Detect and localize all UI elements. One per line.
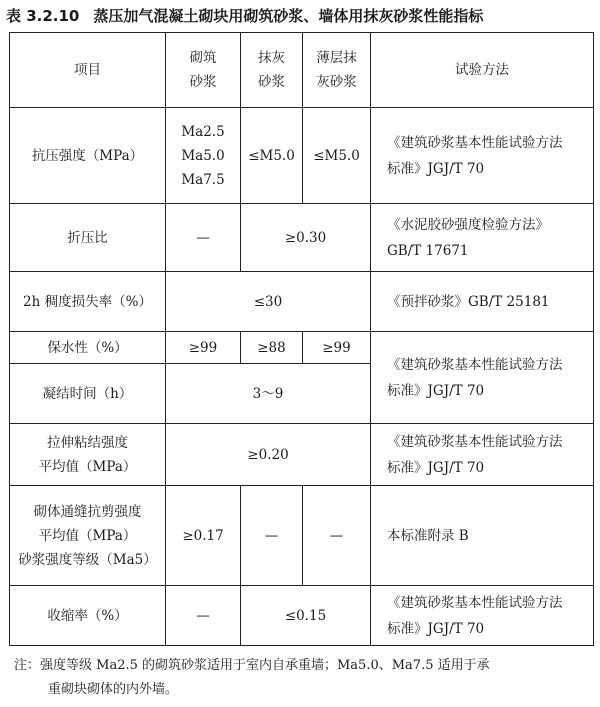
- compressive-thin-plaster: ≤M5.0: [303, 108, 371, 204]
- shear-plaster: —: [241, 486, 303, 586]
- table-caption: 蒸压加气混凝土砌块用砌筑砂浆、墙体用抹灰砂浆性能指标: [93, 7, 484, 25]
- header-thin-plaster-mortar: 薄层抹 灰砂浆: [303, 33, 371, 108]
- table-row-compressive: [10, 108, 594, 204]
- setting-value: 3～9: [166, 364, 371, 424]
- bond-value: ≥0.20: [166, 424, 371, 486]
- note-line-2: 重砌块砌体的内外墙。: [48, 682, 179, 697]
- ratio-masonry: —: [166, 204, 241, 272]
- table-row-water-retention: [10, 332, 594, 364]
- table-row-ratio: [10, 204, 594, 272]
- water-retention-plaster: ≥88: [241, 332, 303, 364]
- shrinkage-plaster-thin: ≤0.15: [241, 586, 371, 646]
- item-bond: 拉伸粘结强度 平均值（MPa）: [10, 424, 166, 486]
- shear-thin-plaster: —: [303, 486, 371, 586]
- performance-table: [9, 32, 594, 646]
- compressive-masonry: Ma2.5 Ma5.0 Ma7.5: [166, 108, 241, 204]
- item-ratio: 折压比: [10, 204, 166, 272]
- shear-method: 本标准附录 B: [371, 486, 594, 586]
- bond-method: 《建筑砂浆基本性能试验方法 标准》JGJ/T 70: [371, 424, 594, 486]
- consistency-value: ≤30: [166, 272, 371, 332]
- item-compressive: 抗压强度（MPa）: [10, 108, 166, 204]
- note-line-1: 注：强度等级 Ma2.5 的砌筑砂浆适用于室内自承重墙；Ma5.0、Ma7.5 适用于承: [14, 658, 490, 673]
- item-water-retention: 保水性（%）: [10, 332, 166, 364]
- water-retention-masonry: ≥99: [166, 332, 241, 364]
- shrinkage-masonry: —: [166, 586, 241, 646]
- table-note: [14, 654, 596, 702]
- compressive-plaster: ≤M5.0: [241, 108, 303, 204]
- item-consistency: 2h 稠度损失率（%）: [10, 272, 166, 332]
- ratio-method: 《水泥胶砂强度检验方法》 GB/T 17671: [371, 204, 594, 272]
- compressive-method: 《建筑砂浆基本性能试验方法 标准》JGJ/T 70: [371, 108, 594, 204]
- shear-masonry: ≥0.17: [166, 486, 241, 586]
- water-retention-thin-plaster: ≥99: [303, 332, 371, 364]
- retention-setting-method: 《建筑砂浆基本性能试验方法 标准》JGJ/T 70: [371, 332, 594, 424]
- item-setting: 凝结时间（h）: [10, 364, 166, 424]
- header-test-method: 试验方法: [371, 33, 594, 108]
- table-row-shear: [10, 486, 594, 586]
- table-row-consistency: [10, 272, 594, 332]
- table-title: [6, 4, 596, 28]
- table-row-bond: [10, 424, 594, 486]
- table-number: 表 3.2.10: [6, 7, 80, 25]
- item-shrinkage: 收缩率（%）: [10, 586, 166, 646]
- item-shear: 砌体通缝抗剪强度 平均值（MPa） 砂浆强度等级（Ma5）: [10, 486, 166, 586]
- header-masonry-mortar: 砌筑 砂浆: [166, 33, 241, 108]
- header-plaster-mortar: 抹灰 砂浆: [241, 33, 303, 108]
- ratio-plaster-thin: ≥0.30: [241, 204, 371, 272]
- consistency-method: 《预拌砂浆》GB/T 25181: [371, 272, 594, 332]
- shrinkage-method: 《建筑砂浆基本性能试验方法 标准》JGJ/T 70: [371, 586, 594, 646]
- header-item: 项目: [10, 33, 166, 108]
- table-row-shrinkage: [10, 586, 594, 646]
- table-header-row: [10, 33, 594, 108]
